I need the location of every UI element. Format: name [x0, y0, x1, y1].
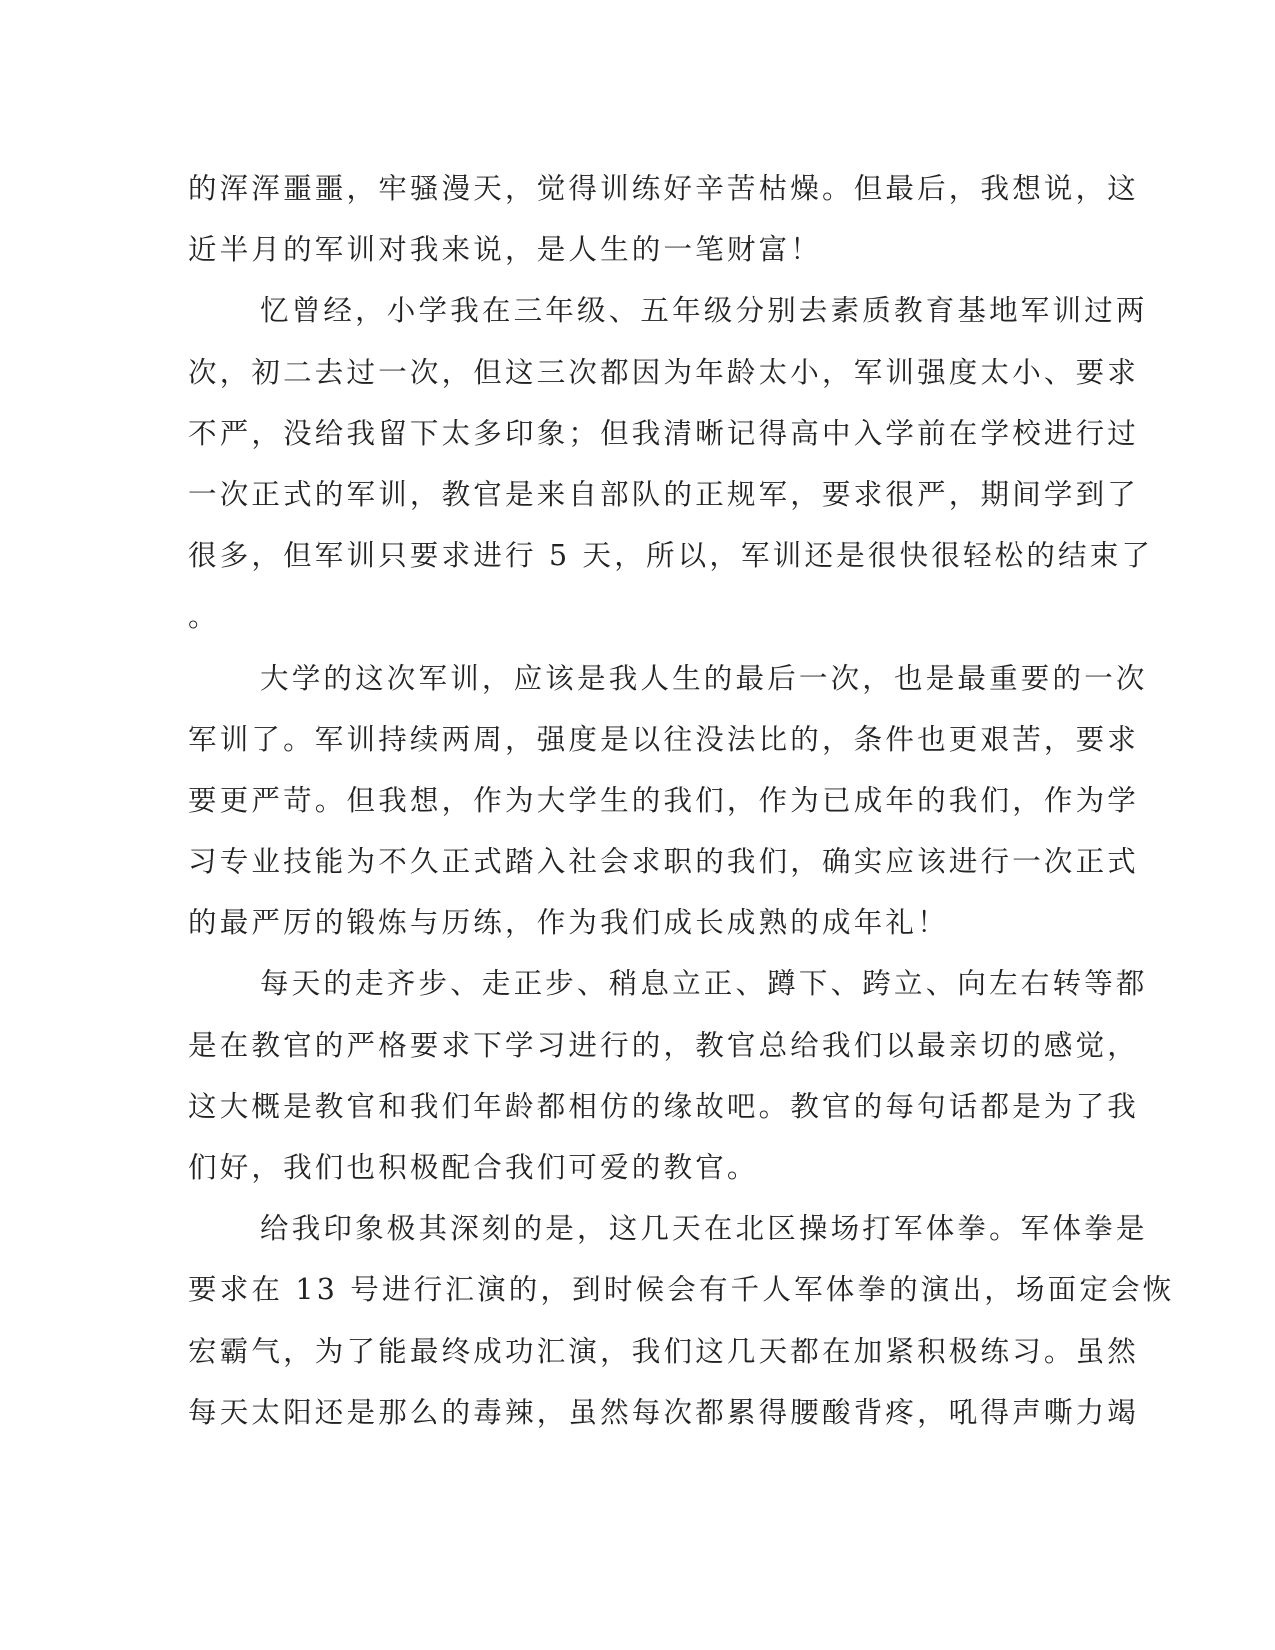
- text-line: 军训了。军训持续两周，强度是以往没法比的，条件也更艰苦，要求: [188, 722, 1140, 756]
- text-line: 每天太阳还是那么的毒辣，虽然每次都累得腰酸背疼，吼得声嘶力竭: [188, 1395, 1140, 1429]
- text-line: 的最严厉的锻炼与历练，作为我们成长成熟的成年礼！: [188, 906, 949, 940]
- text-line: 是在教官的严格要求下学习进行的，教官总给我们以最亲切的感觉，: [188, 1028, 1140, 1062]
- document-body: [188, 158, 1175, 1443]
- text-line: 一次正式的军训，教官是来自部队的正规军，要求很严，期间学到了: [188, 477, 1140, 511]
- text-line: 这大概是教官和我们年龄都相仿的缘故吧。教官的每句话都是为了我: [188, 1089, 1140, 1123]
- text-line: 不严，没给我留下太多印象；但我清晰记得高中入学前在学校进行过: [188, 416, 1140, 450]
- text-line: 。: [188, 600, 220, 634]
- text-line: 很多，但军训只要求进行 5 天，所以，军训还是很快很轻松的结束了: [188, 539, 1154, 573]
- text-line: 次，初二去过一次，但这三次都因为年龄太小，军训强度太小、要求: [188, 355, 1140, 389]
- text-line: 宏霸气，为了能最终成功汇演，我们这几天都在加紧积极练习。虽然: [188, 1334, 1140, 1368]
- text-line: 给我印象极其深刻的是，这几天在北区操场打军体拳。军体拳是: [260, 1212, 1148, 1246]
- text-line: 们好，我们也积极配合我们可爱的教官。: [188, 1151, 759, 1184]
- text-line: 的浑浑噩噩，牢骚漫天，觉得训练好辛苦枯燥。但最后，我想说，这: [188, 172, 1140, 205]
- text-line: 要更严苛。但我想，作为大学生的我们，作为已成年的我们，作为学: [188, 783, 1140, 817]
- text-line: 大学的这次军训，应该是我人生的最后一次，也是最重要的一次: [260, 661, 1148, 695]
- text-line: 近半月的军训对我来说，是人生的一笔财富！: [188, 233, 823, 267]
- text-line: 习专业技能为不久正式踏入社会求职的我们，确实应该进行一次正式: [188, 845, 1140, 879]
- text-line: 每天的走齐步、走正步、稍息立正、蹲下、跨立、向左右转等都: [260, 967, 1148, 1001]
- text-line: 忆曾经，小学我在三年级、五年级分别去素质教育基地军训过两: [260, 294, 1148, 328]
- text-line: 要求在 13 号进行汇演的，到时候会有千人军体拳的演出，场面定会恢: [188, 1273, 1175, 1307]
